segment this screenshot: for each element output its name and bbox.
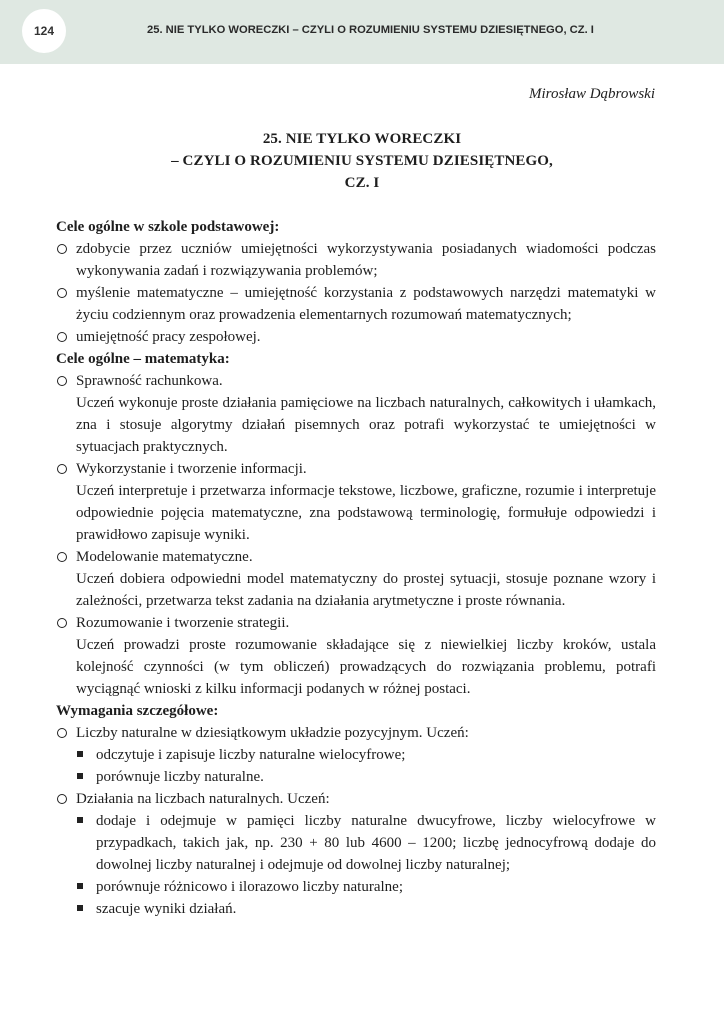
sub-list-item: dodaje i odejmuje w pamięci liczby naturalne dwucyfrowe, liczby wielocyfrowe w przypadkach, takich jak, np. 230 + 80 lub 4600 – 1200; liczbę jednocyfrową dodaje do dowolnej liczby naturalnej i odejmuje od dowolnej liczby naturalnej;	[56, 810, 656, 876]
author: Mirosław Dąbrowski	[529, 86, 655, 102]
list-item: Sprawność rachunkowa.	[56, 370, 656, 392]
goal-description: Uczeń interpretuje i przetwarza informacje tekstowe, liczbowe, graficzne, rozumie i interpretuje odpowiednie pojęcia matematyczne, zna podstawową terminologię, formułuje odpowiedzi i prawidłowo zapisuje wyniki.	[76, 483, 656, 543]
square-bullet-icon	[77, 751, 83, 757]
chapter-title-line: 25. NIE TYLKO WORECZKI	[262, 131, 462, 147]
list-item: Modelowanie matematyczne.	[56, 546, 656, 568]
circle-bullet-icon	[57, 244, 67, 254]
circle-bullet-icon	[57, 464, 67, 474]
square-bullet-icon	[77, 883, 83, 889]
circle-bullet-icon	[57, 728, 67, 738]
header-band	[0, 0, 724, 64]
chapter-title-line: – CZYLI O ROZUMIENIU SYSTEMU DZIESIĘTNEGO,	[171, 153, 553, 169]
circle-bullet-icon	[57, 332, 67, 342]
sub-list-item: porównuje różnicowo i ilorazowo liczby naturalne;	[56, 876, 656, 898]
goal-description: Uczeń prowadzi proste rozumowanie składające się z niewielkiej liczby kroków, ustala kolejność czynności (w tym obliczeń) prowadzących do rozwiązania problemu, potrafi wyciągnąć wnioski z kilku informacji podanych w różnej postaci.	[76, 637, 656, 697]
sub-list-item: odczytuje i zapisuje liczby naturalne wielocyfrowe;	[56, 744, 656, 766]
section-heading-requirements: Wymagania szczegółowe:	[56, 703, 219, 719]
circle-bullet-icon	[57, 288, 67, 298]
chapter-title	[100, 128, 624, 194]
running-title: 25. NIE TYLKO WORECZKI – CZYLI O ROZUMIENIU SYSTEMU DZIESIĘTNEGO, CZ. I	[147, 24, 594, 36]
square-bullet-icon	[77, 773, 83, 779]
chapter-title-line: CZ. I	[344, 175, 380, 191]
circle-bullet-icon	[57, 794, 67, 804]
sub-list-item: porównuje liczby naturalne.	[56, 766, 656, 788]
sub-list-item: szacuje wyniki działań.	[56, 898, 656, 920]
circle-bullet-icon	[57, 618, 67, 628]
goal-description: Uczeń wykonuje proste działania pamięciowe na liczbach naturalnych, całkowitych i ułamkach, zna i stosuje algorytmy działań pisemnych oraz potrafi wykorzystać te umiejętności w sytuacjach praktycznych.	[76, 395, 656, 455]
section-heading-general-goals: Cele ogólne w szkole podstawowej:	[56, 219, 280, 235]
circle-bullet-icon	[57, 376, 67, 386]
list-item: Rozumowanie i tworzenie strategii.	[56, 612, 656, 634]
list-item: myślenie matematyczne – umiejętność korzystania z podstawowych narzędzi matematyki w życiu codziennym oraz prowadzenia elementarnych rozumowań matematycznych;	[56, 282, 656, 326]
list-item: Liczby naturalne w dziesiątkowym układzie pozycyjnym. Uczeń:	[56, 722, 656, 744]
square-bullet-icon	[77, 905, 83, 911]
list-item: Wykorzystanie i tworzenie informacji.	[56, 458, 656, 480]
goal-description: Uczeń dobiera odpowiedni model matematyczny do prostej sytuacji, stosuje poznane wzory i zależności, przetwarza tekst zadania na działania arytmetyczne i proste równania.	[76, 571, 656, 609]
circle-bullet-icon	[57, 552, 67, 562]
document-body	[56, 216, 656, 920]
page-number: 124	[22, 9, 66, 53]
square-bullet-icon	[77, 817, 83, 823]
list-item: zdobycie przez uczniów umiejętności wykorzystywania posiadanych wiadomości podczas wykonywania zadań i rozwiązywania problemów;	[56, 238, 656, 282]
list-item: Działania na liczbach naturalnych. Uczeń:	[56, 788, 656, 810]
section-heading-math-goals: Cele ogólne – matematyka:	[56, 351, 230, 367]
list-item: umiejętność pracy zespołowej.	[56, 326, 656, 348]
